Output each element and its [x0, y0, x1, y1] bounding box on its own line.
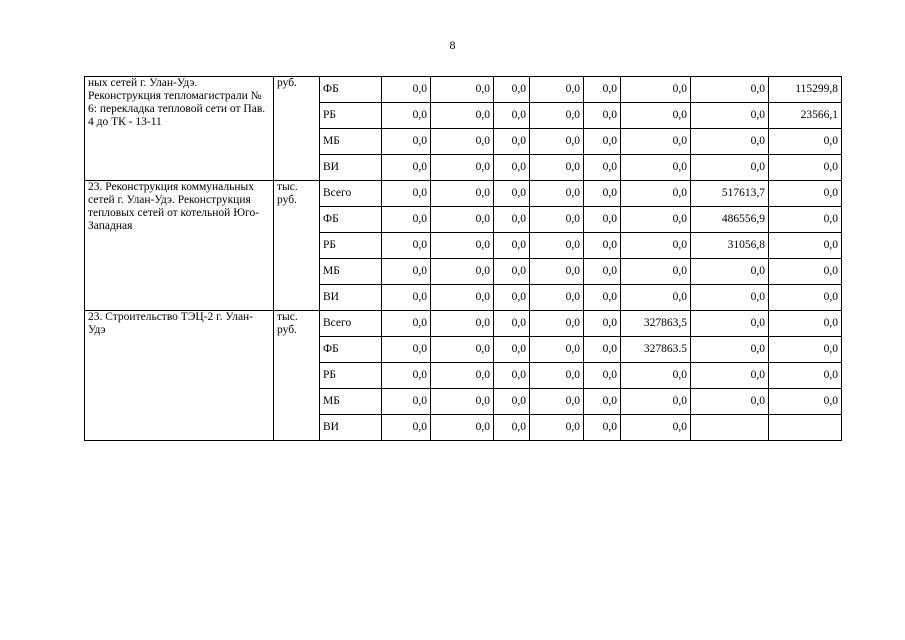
- value-cell: 0,0: [494, 181, 530, 207]
- funding-source-cell: ВИ: [320, 155, 382, 181]
- value-cell: 0,0: [621, 415, 691, 441]
- value-cell: 0,0: [431, 363, 494, 389]
- value-cell: 0,0: [431, 259, 494, 285]
- value-cell: 0,0: [769, 181, 842, 207]
- value-cell: 0,0: [382, 285, 431, 311]
- value-cell: 0,0: [769, 259, 842, 285]
- value-cell: 0,0: [530, 389, 584, 415]
- value-cell: 0,0: [530, 155, 584, 181]
- value-cell: 23566,1: [769, 103, 842, 129]
- funding-source-cell: ФБ: [320, 207, 382, 233]
- value-cell: 0,0: [769, 285, 842, 311]
- value-cell: 0,0: [530, 311, 584, 337]
- value-cell: 0,0: [382, 233, 431, 259]
- value-cell: 0,0: [621, 363, 691, 389]
- value-cell: 0,0: [769, 207, 842, 233]
- value-cell: 0,0: [431, 103, 494, 129]
- funding-source-cell: ФБ: [320, 337, 382, 363]
- funding-source-cell: МБ: [320, 259, 382, 285]
- unit-cell: тыс. руб.: [274, 311, 320, 441]
- value-cell: 0,0: [431, 389, 494, 415]
- funding-source-cell: МБ: [320, 389, 382, 415]
- value-cell: 0,0: [494, 259, 530, 285]
- funding-source-cell: ВИ: [320, 285, 382, 311]
- budget-table: [84, 76, 842, 441]
- value-cell: 0,0: [584, 181, 621, 207]
- project-name-cell: 23. Реконструкция коммунальных сетей г. Улан-Удэ. Реконструкция тепловых сетей от котельной Юго-Западная: [85, 181, 274, 311]
- value-cell: 0,0: [584, 207, 621, 233]
- value-cell: 0,0: [691, 155, 769, 181]
- value-cell: [691, 415, 769, 441]
- value-cell: 0,0: [530, 259, 584, 285]
- value-cell: 0,0: [584, 259, 621, 285]
- value-cell: 0,0: [584, 363, 621, 389]
- value-cell: 0,0: [494, 337, 530, 363]
- value-cell: 115299,8: [769, 77, 842, 103]
- value-cell: 486556,9: [691, 207, 769, 233]
- value-cell: 0,0: [530, 207, 584, 233]
- funding-source-cell: Всего: [320, 311, 382, 337]
- value-cell: 0,0: [494, 77, 530, 103]
- value-cell: 0,0: [530, 77, 584, 103]
- value-cell: 0,0: [769, 233, 842, 259]
- value-cell: 0,0: [431, 207, 494, 233]
- value-cell: 0,0: [382, 389, 431, 415]
- page-number: 8: [449, 38, 456, 52]
- value-cell: 0,0: [382, 363, 431, 389]
- value-cell: 0,0: [584, 103, 621, 129]
- value-cell: 0,0: [431, 337, 494, 363]
- value-cell: 0,0: [530, 415, 584, 441]
- project-name-cell: ных сетей г. Улан-Удэ. Реконструкция тепломагистрали № 6: перекладка тепловой сети от Пав. 4 до ТК - 13-11: [85, 77, 274, 181]
- value-cell: 0,0: [530, 233, 584, 259]
- value-cell: 0,0: [382, 415, 431, 441]
- value-cell: 0,0: [494, 129, 530, 155]
- value-cell: 327863,5: [621, 311, 691, 337]
- value-cell: 0,0: [494, 363, 530, 389]
- value-cell: 0,0: [621, 77, 691, 103]
- value-cell: 0,0: [769, 129, 842, 155]
- value-cell: 0,0: [621, 259, 691, 285]
- value-cell: 0,0: [382, 129, 431, 155]
- value-cell: 0,0: [431, 311, 494, 337]
- value-cell: 0,0: [691, 259, 769, 285]
- value-cell: 0,0: [769, 389, 842, 415]
- value-cell: 0,0: [691, 285, 769, 311]
- value-cell: 0,0: [769, 363, 842, 389]
- value-cell: 0,0: [621, 129, 691, 155]
- value-cell: 0,0: [691, 311, 769, 337]
- project-name-cell: 23. Строительство ТЭЦ-2 г. Улан-Удэ: [85, 311, 274, 441]
- unit-cell: тыс. руб.: [274, 181, 320, 311]
- value-cell: 0,0: [431, 285, 494, 311]
- value-cell: 0,0: [494, 103, 530, 129]
- funding-source-cell: РБ: [320, 233, 382, 259]
- funding-source-cell: РБ: [320, 363, 382, 389]
- value-cell: 0,0: [530, 129, 584, 155]
- value-cell: 0,0: [382, 155, 431, 181]
- value-cell: 327863.5: [621, 337, 691, 363]
- value-cell: 0,0: [691, 363, 769, 389]
- value-cell: 31056,8: [691, 233, 769, 259]
- table-row: [85, 77, 842, 103]
- value-cell: 0,0: [769, 155, 842, 181]
- value-cell: 0,0: [621, 233, 691, 259]
- value-cell: 0,0: [691, 103, 769, 129]
- value-cell: 0,0: [584, 337, 621, 363]
- value-cell: 0,0: [382, 337, 431, 363]
- funding-source-cell: ВИ: [320, 415, 382, 441]
- value-cell: 0,0: [382, 259, 431, 285]
- value-cell: 0,0: [584, 311, 621, 337]
- table-row: [85, 311, 842, 337]
- value-cell: 0,0: [494, 415, 530, 441]
- value-cell: 0,0: [382, 181, 431, 207]
- value-cell: 0,0: [530, 285, 584, 311]
- value-cell: 0,0: [584, 415, 621, 441]
- value-cell: [769, 415, 842, 441]
- value-cell: 0,0: [494, 155, 530, 181]
- value-cell: 0,0: [584, 77, 621, 103]
- value-cell: 0,0: [530, 103, 584, 129]
- value-cell: 0,0: [691, 389, 769, 415]
- value-cell: 0,0: [382, 77, 431, 103]
- value-cell: 0,0: [584, 155, 621, 181]
- value-cell: 0,0: [530, 363, 584, 389]
- value-cell: 0,0: [584, 285, 621, 311]
- value-cell: 0,0: [431, 415, 494, 441]
- value-cell: 0,0: [382, 311, 431, 337]
- funding-source-cell: РБ: [320, 103, 382, 129]
- value-cell: 0,0: [621, 285, 691, 311]
- value-cell: 0,0: [769, 311, 842, 337]
- value-cell: 0,0: [431, 155, 494, 181]
- value-cell: 0,0: [691, 337, 769, 363]
- value-cell: 0,0: [494, 233, 530, 259]
- value-cell: 0,0: [621, 389, 691, 415]
- funding-source-cell: МБ: [320, 129, 382, 155]
- value-cell: 0,0: [431, 233, 494, 259]
- value-cell: 517613,7: [691, 181, 769, 207]
- value-cell: 0,0: [494, 311, 530, 337]
- unit-cell: руб.: [274, 77, 320, 181]
- value-cell: 0,0: [621, 181, 691, 207]
- value-cell: 0,0: [530, 337, 584, 363]
- table-body: [85, 77, 842, 441]
- value-cell: 0,0: [530, 181, 584, 207]
- value-cell: 0,0: [431, 77, 494, 103]
- value-cell: 0,0: [382, 207, 431, 233]
- value-cell: 0,0: [431, 129, 494, 155]
- value-cell: 0,0: [431, 181, 494, 207]
- value-cell: 0,0: [691, 129, 769, 155]
- funding-source-cell: ФБ: [320, 77, 382, 103]
- value-cell: 0,0: [494, 285, 530, 311]
- value-cell: 0,0: [621, 155, 691, 181]
- value-cell: 0,0: [494, 207, 530, 233]
- value-cell: 0,0: [621, 207, 691, 233]
- value-cell: 0,0: [584, 129, 621, 155]
- value-cell: 0,0: [691, 77, 769, 103]
- value-cell: 0,0: [769, 337, 842, 363]
- value-cell: 0,0: [584, 233, 621, 259]
- value-cell: 0,0: [494, 389, 530, 415]
- table-row: [85, 181, 842, 207]
- value-cell: 0,0: [621, 103, 691, 129]
- value-cell: 0,0: [584, 389, 621, 415]
- value-cell: 0,0: [382, 103, 431, 129]
- funding-source-cell: Всего: [320, 181, 382, 207]
